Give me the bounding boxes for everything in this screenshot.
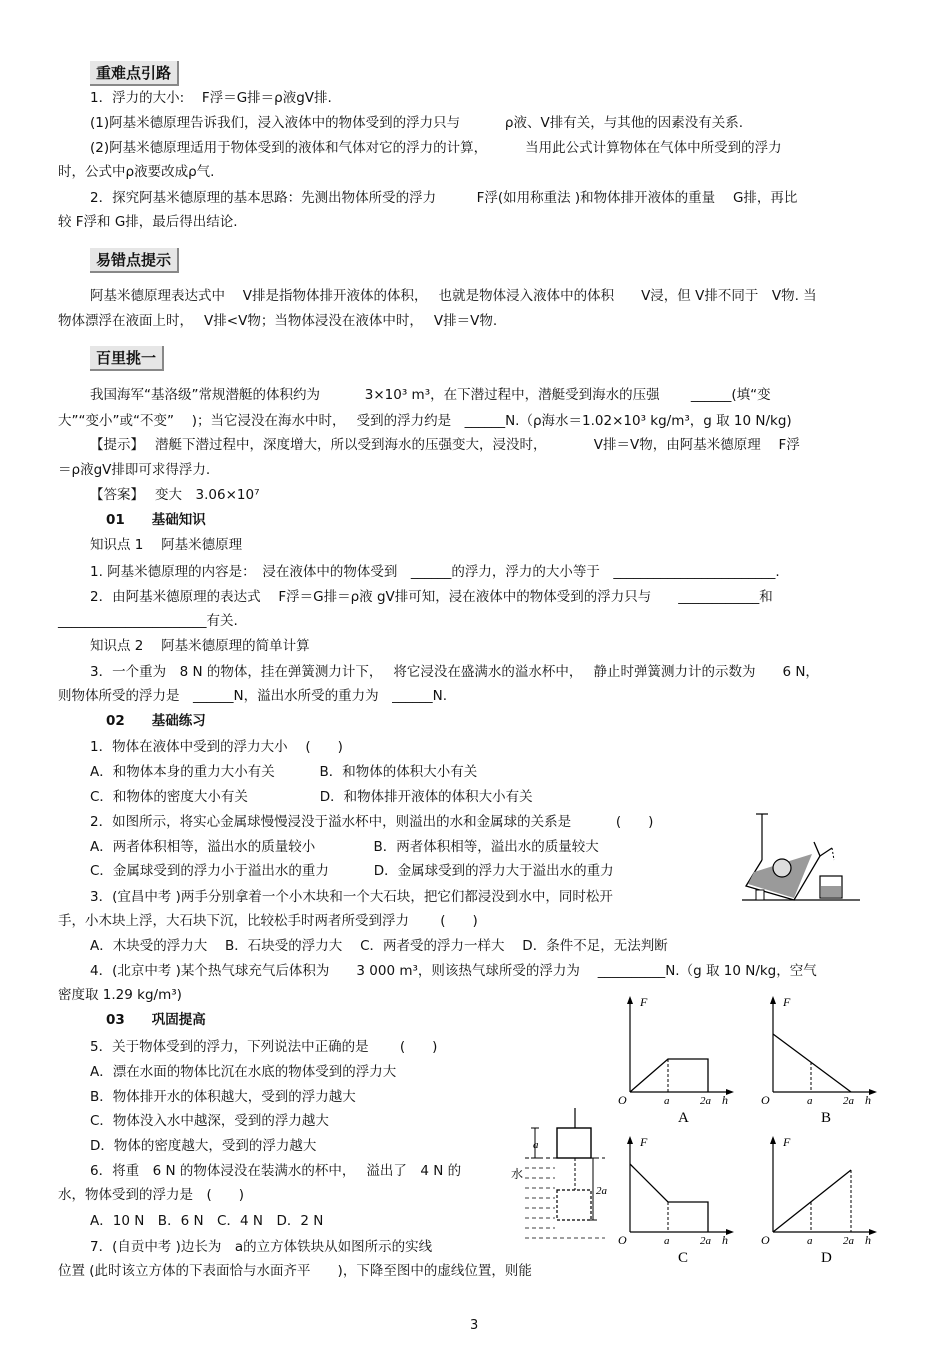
section-header-key-points: 重难点引路 — [90, 61, 179, 86]
overflow-cup-figure — [742, 812, 862, 904]
graph-a-tick: a — [807, 1095, 813, 1107]
graph-caption: D — [821, 1250, 832, 1266]
option-row: A．漂在水面的物体比沉在水底的物体受到的浮力大 — [90, 1064, 397, 1080]
question-text: 6．将重 6 N 的物体浸没在装满水的杯中， 溢出了 4 N 的 — [90, 1163, 462, 1179]
subsection-title: 03 巩固提高 — [106, 1012, 206, 1028]
graph-option-a — [612, 992, 737, 1127]
water-label: 水 — [511, 1167, 524, 1181]
cube-sinking-figure — [505, 1106, 605, 1256]
subsection-title: 02 基础练习 — [106, 713, 206, 729]
graph-h-label: h — [722, 1233, 728, 1247]
question-text: 则物体所受的浮力是 ______N，溢出水所受的重力为 ______N. — [58, 688, 447, 704]
question-text: 水，物体受到的浮力是 ( ) — [58, 1187, 245, 1203]
question-text: 5．关于物体受到的浮力，下列说法中正确的是 ( ) — [90, 1039, 438, 1055]
graph-2a-tick: 2a — [843, 1095, 854, 1107]
question-text: 密度取 1.29 kg/m³) — [58, 987, 182, 1003]
text-line: 【提示】 潜艇下潜过程中，深度增大，所以受到海水的压强变大，浸没时， V排＝V物，由阿基米德原理 F浮 — [90, 437, 800, 453]
text-line: (2)阿基米德原理适用于物体受到的液体和气体对它的浮力的计算， 当用此公式计算物体在气体中所受到的浮力 — [90, 140, 782, 156]
graph-option-c — [612, 1132, 737, 1267]
graph-2a-tick: 2a — [700, 1095, 711, 1107]
knowledge-point-title: 知识点 2 阿基米德原理的简单计算 — [90, 638, 310, 654]
graph-f-label: F — [783, 1135, 791, 1149]
text-line: 物体漂浮在液面上时， V排<V物；当物体浸没在液体中时， V排＝V物. — [58, 313, 498, 329]
question-text: 1．物体在液体中受到的浮力大小 ( ) — [90, 739, 343, 755]
knowledge-point-title: 知识点 1 阿基米德原理 — [90, 537, 243, 553]
option-row: A．和物体本身的重力大小有关 B．和物体的体积大小有关 — [90, 764, 478, 780]
question-text: 2．由阿基米德原理的表达式 F浮＝G排＝ρ液 gV排可知，浸在液体中的物体受到的浮力只与 ____________和 — [90, 589, 773, 605]
graph-caption: A — [678, 1110, 689, 1126]
option-row: A．10 N B．6 N C．4 N D．2 N — [90, 1213, 324, 1229]
question-text: 7．(自贡中考 )边长为 a的立方体铁块从如图所示的实线 — [90, 1239, 433, 1255]
cube-2a-label: 2a — [596, 1185, 607, 1197]
question-text: 3．(宜昌中考 )两手分别拿着一个小木块和一个大石块，把它们都浸没到水中，同时松开 — [90, 889, 613, 905]
text-line: 较 F浮和 G排，最后得出结论. — [58, 214, 238, 230]
graph-f-label: F — [640, 1135, 648, 1149]
question-text: 位置 (此时该立方体的下表面恰与水面齐平 )，下降至图中的虚线位置，则能 — [58, 1263, 532, 1279]
graph-a-tick: a — [664, 1235, 670, 1247]
graph-caption: B — [821, 1110, 832, 1126]
option-row: D．物体的密度越大，受到的浮力越大 — [90, 1138, 317, 1154]
graph-a-tick: a — [807, 1235, 813, 1247]
option-row: B．物体排开水的体积越大，受到的浮力越大 — [90, 1089, 356, 1105]
question-text: 4．(北京中考 )某个热气球充气后体积为 3 000 m³，则该热气球所受的浮力为 __________N.（g 取 10 N/kg，空气 — [90, 963, 817, 979]
cube-a-label: a — [533, 1139, 539, 1151]
graph-origin-label: O — [761, 1233, 770, 1247]
graph-h-label: h — [865, 1233, 871, 1247]
section-header-error-points: 易错点提示 — [90, 248, 179, 273]
option-row: C．金属球受到的浮力小于溢出水的重力 D．金属球受到的浮力大于溢出水的重力 — [90, 863, 614, 879]
question-text: 手，小木块上浮，大石块下沉，比较松手时两者所受到浮力 ( ) — [58, 913, 478, 929]
graph-f-label: F — [783, 995, 791, 1009]
text-line: 【答案】 变大 3.06×10⁷ — [90, 487, 260, 503]
graph-origin-label: O — [618, 1233, 627, 1247]
text-line: 阿基米德原理表达式中 V排是指物体排开液体的体积， 也就是物体浸入液体中的体积 V浸，但 V排不同于 V物. 当 — [90, 288, 817, 304]
question-text: 3．一个重为 8 N 的物体，挂在弹簧测力计下， 将它浸没在盛满水的溢水杯中， 静止时弹簧测力计的示数为 6 N， — [90, 664, 819, 680]
graph-2a-tick: 2a — [843, 1235, 854, 1247]
text-line: ＝ρ液gV排即可求得浮力. — [58, 462, 211, 478]
option-row: A．木块受的浮力大 B．石块受的浮力大 C．两者受的浮力一样大 D．条件不足，无法判断 — [90, 938, 668, 954]
text-line: 时，公式中ρ液要改成ρ气. — [58, 164, 215, 180]
page-number: 3 — [470, 1318, 479, 1333]
option-row: A．两者体积相等，溢出水的质量较小 B．两者体积相等，溢出水的质量较大 — [90, 839, 599, 855]
text-line: 1．浮力的大小: F浮＝G排＝ρ液gV排. — [90, 90, 332, 106]
question-text: 1. 阿基米德原理的内容是： 浸在液体中的物体受到 ______的浮力，浮力的大小等于 ________________________. — [90, 564, 780, 580]
text-line: 2．探究阿基米德原理的基本思路：先测出物体所受的浮力 F浮(如用称重法 )和物体排开液体的重量 G排，再比 — [90, 190, 798, 206]
graph-option-b — [755, 992, 880, 1127]
graph-origin-label: O — [618, 1093, 627, 1107]
graph-origin-label: O — [761, 1093, 770, 1107]
graph-option-d — [755, 1132, 880, 1267]
text-line: 大”“变小”或“不变” )；当它浸没在海水中时， 受到的浮力约是 ______N.（ρ海水＝1.02×10³ kg/m³，g 取 10 N/kg) — [58, 413, 792, 429]
text-line: 我国海军“基洛级”常规潜艇的体积约为 3×10³ m³，在下潜过程中，潜艇受到海水的压强 ______(填“变 — [90, 387, 771, 403]
section-header-example: 百里挑一 — [90, 346, 164, 371]
graph-a-tick: a — [664, 1095, 670, 1107]
option-row: C．物体没入水中越深，受到的浮力越大 — [90, 1113, 329, 1129]
question-text: 2．如图所示，将实心金属球慢慢浸没于溢水杯中，则溢出的水和金属球的关系是 ( ) — [90, 814, 654, 830]
option-row: C．和物体的密度大小有关 D．和物体排开液体的体积大小有关 — [90, 789, 533, 805]
graph-2a-tick: 2a — [700, 1235, 711, 1247]
graph-h-label: h — [865, 1093, 871, 1107]
subsection-title: 01 基础知识 — [106, 512, 206, 528]
graph-h-label: h — [722, 1093, 728, 1107]
text-line: (1)阿基米德原理告诉我们，浸入液体中的物体受到的浮力只与 ρ液、V排有关，与其他的因素没有关系. — [90, 115, 744, 131]
graph-caption: C — [678, 1250, 689, 1266]
graph-f-label: F — [640, 995, 648, 1009]
question-text: ______________________有关. — [58, 613, 238, 629]
